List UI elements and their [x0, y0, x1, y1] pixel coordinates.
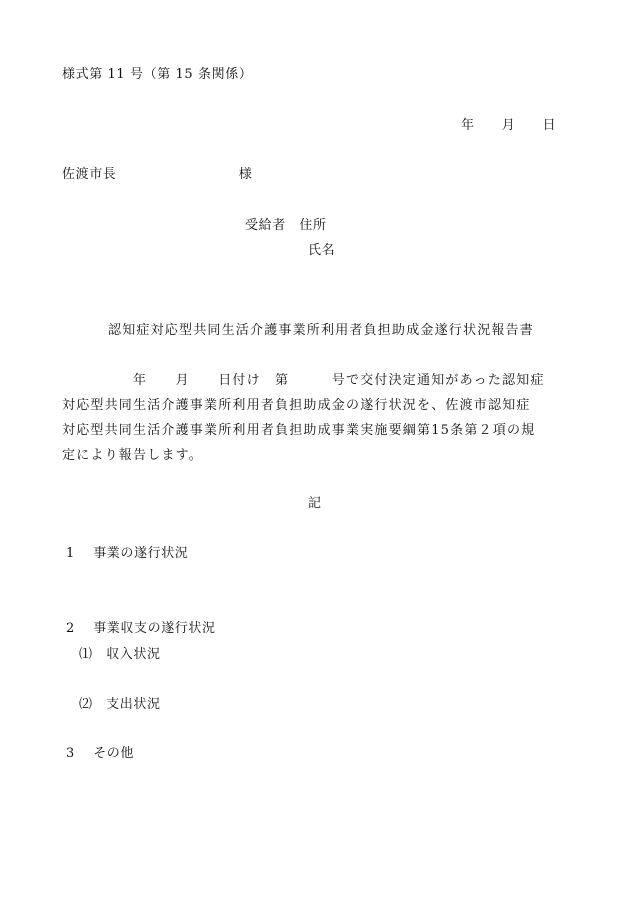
recipient-address-label: 受給者 住所 [245, 218, 327, 233]
body-line: 対応型共同生活介護事業所利用者負担助成金の遂行状況を、佐渡市認知症 [62, 398, 531, 413]
subsection-income-status: ⑴ 収入状況 [79, 647, 161, 662]
section-progress-status: 1 事業の遂行状況 [66, 546, 189, 561]
section-other: 3 その他 [66, 746, 135, 761]
body-line: 年 月 日付け 第 号で交付決定通知があった認知症 [62, 373, 545, 388]
section-income-expense-status: 2 事業収支の遂行状況 [66, 621, 216, 636]
recipient-name-label: 氏名 [308, 243, 336, 258]
date-line: 年 月 日 [461, 118, 557, 133]
subsection-expense-status: ⑵ 支出状況 [79, 697, 161, 712]
addressee: 佐渡市長 様 [62, 167, 253, 182]
body-line: 定により報告します。 [62, 448, 203, 463]
form-number: 様式第 11 号（第 15 条関係） [62, 67, 253, 82]
body-paragraph [62, 368, 578, 468]
ki-heading: 記 [308, 496, 322, 511]
document-title: 認知症対応型共同生活介護事業所利用者負担助成金遂行状況報告書 [108, 323, 535, 338]
body-line: 対応型共同生活介護事業所利用者負担助成事業実施要綱第15条第２項の規 [62, 423, 536, 438]
